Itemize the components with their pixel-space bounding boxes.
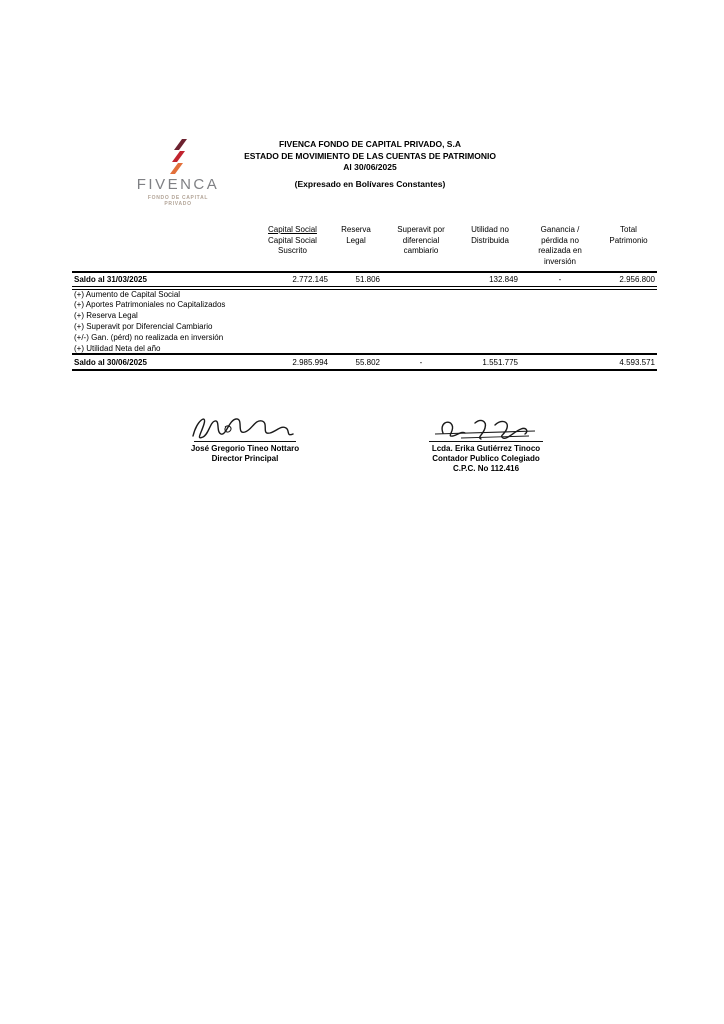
closing-balance-row xyxy=(72,354,657,370)
col-header-capital-social: Capital Social Capital Social Suscrito xyxy=(268,225,317,255)
movement-label: (+) Reserva Legal xyxy=(74,311,138,320)
opening-capital-value: 2.772.145 xyxy=(255,272,330,288)
fivenca-logo xyxy=(126,135,230,207)
closing-capital-value: 2.985.994 xyxy=(255,354,330,370)
empty-cell xyxy=(255,332,330,343)
empty-cell xyxy=(460,321,520,332)
movement-row xyxy=(72,332,657,343)
empty-cell xyxy=(382,332,460,343)
company-name: FIVENCA FONDO DE CAPITAL PRIVADO, S.A xyxy=(279,139,461,149)
statement-title: ESTADO DE MOVIMIENTO DE LAS CUENTAS DE PATRIMONIO xyxy=(244,150,496,161)
movement-label: (+) Superavit por Diferencial Cambiario xyxy=(74,322,213,331)
closing-superavit-value: - xyxy=(382,354,460,370)
accountant-name: Lcda. Erika Gutiérrez Tinoco xyxy=(431,444,541,453)
logo-wordmark: FIVENCA xyxy=(136,176,220,193)
empty-cell xyxy=(330,299,382,310)
empty-cell xyxy=(330,310,382,321)
empty-cell xyxy=(600,332,657,343)
empty-cell xyxy=(255,321,330,332)
empty-cell xyxy=(520,321,600,332)
empty-cell xyxy=(460,310,520,321)
empty-cell xyxy=(255,343,330,354)
movement-row xyxy=(72,288,657,299)
empty-cell xyxy=(520,332,600,343)
closing-utilidad-value: 1.551.775 xyxy=(460,354,520,370)
empty-cell xyxy=(330,288,382,299)
accountant-license: C.P.C. No 112.416 xyxy=(452,464,520,473)
director-name: José Gregorio Tineo Nottaro xyxy=(190,444,300,453)
opening-balance-label: Saldo al 31/03/2025 xyxy=(72,272,255,288)
logo-tagline-line2: PRIVADO xyxy=(164,201,192,207)
movement-row xyxy=(72,321,657,332)
closing-ganancia-value xyxy=(520,354,600,370)
empty-cell xyxy=(600,288,657,299)
movement-row xyxy=(72,310,657,321)
col-header-superavit: Superavit por diferencial cambiario xyxy=(397,225,445,255)
signature-rule xyxy=(429,441,543,442)
empty-cell xyxy=(382,343,460,354)
empty-cell xyxy=(382,321,460,332)
empty-cell xyxy=(330,332,382,343)
empty-cell xyxy=(600,299,657,310)
fivenca-logo-icon xyxy=(163,135,193,175)
empty-cell xyxy=(330,321,382,332)
empty-cell xyxy=(460,343,520,354)
report-title xyxy=(220,139,520,191)
movement-row xyxy=(72,299,657,310)
empty-cell xyxy=(600,343,657,354)
director-signature-block xyxy=(184,412,306,464)
empty-cell xyxy=(520,288,600,299)
statement-date: Al 30/06/2025 xyxy=(343,162,397,172)
empty-cell xyxy=(330,343,382,354)
col-header-utilidad: Utilidad no Distribuida xyxy=(471,225,509,245)
signature-rule xyxy=(194,441,296,442)
empty-cell xyxy=(520,299,600,310)
col-header-reserva-legal: Reserva Legal xyxy=(341,225,371,245)
equity-statement-table xyxy=(72,223,657,371)
col-header-total: Total Patrimonio xyxy=(609,225,648,245)
currency-note: (Expresado en Bolívares Constantes) xyxy=(294,179,446,189)
opening-balance-row xyxy=(72,272,657,288)
table-header-row xyxy=(72,223,657,272)
accountant-signature-block xyxy=(424,417,548,474)
empty-cell xyxy=(382,288,460,299)
opening-utilidad-value: 132.849 xyxy=(460,272,520,288)
empty-cell xyxy=(255,310,330,321)
movement-label: (+) Utilidad Neta del año xyxy=(74,343,161,353)
closing-total-value: 4.593.571 xyxy=(600,354,657,370)
opening-superavit-value xyxy=(382,272,460,288)
empty-cell xyxy=(460,299,520,310)
col-header-ganancia: Ganancia / pérdida no realizada en inversión xyxy=(538,225,582,266)
closing-reserva-value: 55.802 xyxy=(330,354,382,370)
accountant-title: Contador Publico Colegiado xyxy=(432,454,540,463)
empty-cell xyxy=(382,310,460,321)
empty-cell xyxy=(460,288,520,299)
opening-total-value: 2.956.800 xyxy=(600,272,657,288)
accountant-signature-scribble xyxy=(431,417,541,444)
logo-tagline-line1: FONDO DE CAPITAL xyxy=(147,195,209,201)
movement-row xyxy=(72,343,657,354)
director-signature-scribble xyxy=(189,412,301,444)
empty-cell xyxy=(255,299,330,310)
empty-cell xyxy=(600,310,657,321)
movement-label: (+) Aumento de Capital Social xyxy=(74,290,181,299)
empty-header-cell xyxy=(72,223,255,272)
opening-reserva-value: 51.806 xyxy=(330,272,382,288)
empty-cell xyxy=(600,321,657,332)
movement-label: (+) Aportes Patrimoniales no Capitalizados xyxy=(74,300,226,309)
movement-label: (+/-) Gan. (pérd) no realizada en inversión xyxy=(74,333,224,342)
director-title: Director Principal xyxy=(211,454,279,463)
empty-cell xyxy=(255,288,330,299)
opening-ganancia-value: - xyxy=(520,272,600,288)
empty-cell xyxy=(460,332,520,343)
empty-cell xyxy=(520,310,600,321)
closing-balance-label: Saldo al 30/06/2025 xyxy=(72,354,255,370)
empty-cell xyxy=(382,299,460,310)
empty-cell xyxy=(520,343,600,354)
